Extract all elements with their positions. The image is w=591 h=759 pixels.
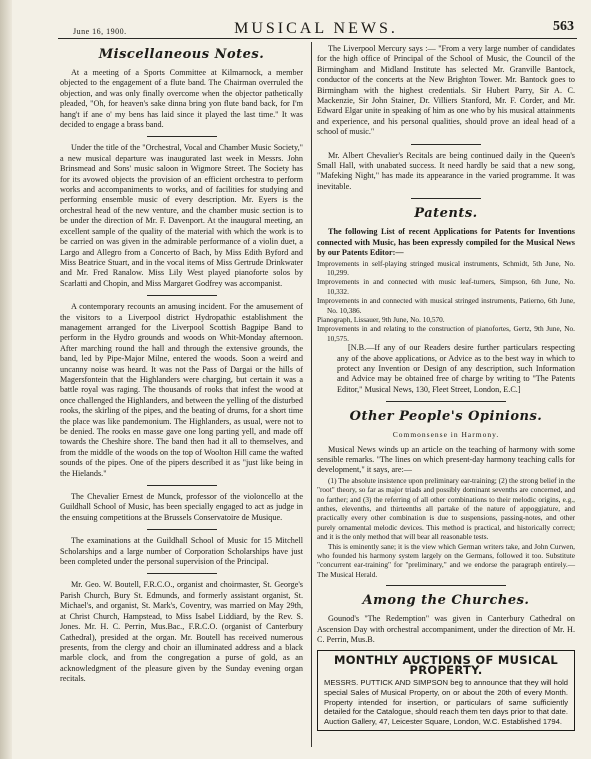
patent-item: Improvements in and connected with music leaf-turners, Simpson, 6th June, No. 10,332. [317,277,575,296]
patent-item: Improvements in self-playing stringed musical instruments, Schmidt, 5th June, No. 10,299. [317,258,575,277]
article-redemption: Gounod's "The Redemption" was given in Canterbury Cathedral on Ascension Day with orchestral accompaniment, under the direction of Mr. H. C. Perrin, Mus.B. [317,614,575,645]
divider [147,485,217,486]
divider [147,573,217,574]
article-kilmarnock: At a meeting of a Sports Committee at Kilmarnock, a member objected to the engagement of a flute band. The Chairman overruled the objection, and was only finally overcome when the objector pathetically pleaded, "Oh, for heaven's sake dinna bring yon flute band back, for I'm hang't if ane o' my bens has laid since it played the last time." It was decided to engage a brass band. [60,68,303,130]
divider [411,144,481,145]
article-boutell-wedding: Mr. Geo. W. Boutell, F.R.C.O., organist and choirmaster, St. George's Parish Church, Bury St. Edmunds, and formerly assistant organist, St. Michael's, and organist, St. Mark's, Coventry, was married on May 29th, at Christ Church, Hampstead, to Miss Isabel Liddiard, by the Rev. S. Jones. Mr. H. C. Perrin, Mus.Bac., F.R.C.O. (organist of Canterbury Cathedral), presided at the organ. Mr. Boutell has received numerous presents, from the clergy and choir an illuminated address and a black marble clock, and from the congregation a purse of gold, as an acknowledgment of the pleasure given by the Sunday evening organ recitals. [60,580,303,684]
divider [386,585,506,586]
ad-body: MESSRS. PUTTICK AND SIMPSON beg to announce that they will hold special Sales of Musical Property, on or about the 20th of every Month. Property intended for insertion, or particulars of same sufficiently detailed for the Catalogue, should reach them ten days prior to that date. Auction Gallery, 47, Leicester Square, London, W.C. Established 1794. [324,678,568,726]
journal-title: MUSICAL NEWS. [234,20,398,37]
right-column [317,44,575,731]
divider [147,136,217,137]
divider [147,295,217,296]
opinions-points: (1) The absolute insistence upon preliminary ear-training; (2) the strong belief in the "root" theory, so far as major triads and possibly dominant sevenths are concerned, and no farther; and (3) the referring of all other combinations to their melodic origins, e.g., anthes, elevenths, and thirteenths all partake of the nature of appoggiature, and practically every other combination is due to suspensions, passing-notes, and other purely ornamental melodic devices. This method is practical, and historically correct; and it is the only method that will bear all reasonable tests. [317,475,575,542]
section-heading-miscellaneous: Miscellaneous Notes. [98,47,265,62]
section-heading-churches: Among the Churches. [362,593,530,609]
opinions-intro: Musical News winds up an article on the teaching of harmony with some sensible remarks. "The lines on which present-day harmony teaching calls for development," it says, are:— [317,444,575,475]
divider [386,401,506,402]
divider [147,529,217,530]
patents-note: [N.B.—If any of our Readers desire further particulars respecting any of the above applications, or Advice as to the best way in which to protect any Invention or Design of any description, such Information and Advice may be obtained free of charge by writing to "The Patents Editor," Musical News, 130, Fleet Street, London, E.C.] [337,343,575,394]
article-guildhall-exams: The examinations at the Guildhall School of Music for 15 Mitchell Scholarships and a large number of Corporation Scholarships have just been completed under the personal supervision of the Principal. [60,536,303,567]
article-de-munck: The Chevalier Ernest de Munck, professor of the violoncello at the Guildhall School of Music, has been specially engaged to act as judge in the ensuing competitions at the Brussels Conservatoire de Musique. [60,492,303,522]
opinions-close: This is eminently sane; it is the view which German writers take, and John Curwen, who founded his harmony system largely on the Germans, followed it too. Substitute "concurrent ear-training" for "preliminary," and we endorse the paragraph entirely.—The Musical Herald. [317,541,575,579]
section-heading-patents: Patents. [414,206,478,222]
article-orchestral-society: Under the title of the "Orchestral, Vocal and Chamber Music Society," a new musical departure was inaugurated last week in Messrs. John Brinsmead and Sons' music saloon in Wigmore Street. The Society has for its avowed objects the provision of an efficient orchestra to perform works and accompaniments to works, and of facilities for studying and performing ensemble music of every description. Mr. Eyers is the orchestral head of the new venture, and the chamber music section is to be under the direction of Mr. F. Davenport. At the inaugural meeting, an excellent sample of the quality of the material with which the work is to be carried on was given in the admirable performance of a violin duet, a Largo and Allegro from a Concerto of Bach, by Miss Edith Byford and Miss Beatrice Stuart, and in the vocal items of Miss Gertrude Drinkwater and Mr. Fred Ranalow. Miss Lily West played pianoforte solos by Scarlatti and Chopin, and Miss Margaret Godfrey was accompanist. [60,143,303,288]
section-heading-opinions: Other People's Opinions. [349,409,543,425]
left-column [60,44,303,685]
article-bagpipe-band: A contemporary recounts an amusing incident. For the amusement of the visitors to a Liverpool district Hydropathic establishment the management arranged for the Liverpool Scottish Bagpipe Band to perform in the Hydro grounds and woods on Whit-Monday afternoon. After marching round the hall and through the extensive grounds, the band, led by Pipe-Major Milne, entered the woods. Soon a weird and uncanny noise was heard. It was not the Pass of Dargai or the hills of Magersfontein that the Highlanders were charging, but certain it was a battle royal was raging. The thousands of rooks that infest the wood at once challenged the Highlanders, and between the yelling of the disturbed rooks, the skirling of the pipes, and the beating of drums, for a short time the place was like pandemonium. The Highlanders, as usual, were not to be denied. The rooks en masse gave one long parting yell, and made off towards the Cheshire shore. The band then had it all to themselves, and from the middle of the woods on the top of Woolton Hill came the wafted sounds of the pipes. One of the pipers described it as "just like being in the Hielands." [60,302,303,478]
advertisement-auctions [317,650,575,732]
opinions-subheading: Commonsense in Harmony. [392,430,500,440]
patent-item: Improvements in and relating to the construction of pianofortes, Gertz, 9th June, No. 10,575. [317,324,575,343]
column-rule [311,42,312,747]
binding-shadow [0,0,12,759]
divider [411,198,481,199]
patents-intro: The following List of recent Applications for Patents for Inventions connected with Music, has been expressly compiled for the Musical News by our Patents Editor:— [317,227,575,258]
running-header [55,8,577,38]
issue-date: June 16, 1900. [73,27,127,36]
patents-list [317,259,575,344]
article-chevalier-recitals: Mr. Albert Chevalier's Recitals are being continued daily in the Queen's Small Hall, with unabated success. It need hardly be said that a new song, "Mafeking Night," has made its appearance in the varied programme. It was inevitable. [317,150,575,191]
ad-heading: MONTHLY AUCTIONS OF MUSICAL PROPERTY. [333,652,559,677]
patent-item: Improvements in and connected with musical stringed instruments, Patierno, 6th June, No. 10,386. [317,296,575,315]
header-rule [58,38,577,39]
patent-item: Pianograph, Lissauer, 9th June, No. 10,570. [317,314,445,324]
article-liverpool-mercury: The Liverpool Mercury says :— "From a very large number of candidates for the high office of Principal of the School of Music, the Council of the Birmingham and Midland Institute has selected Mr. Granville Bantock, conductor of the concerts at the New Brighton Tower. Mr. Bantock goes to Birmingham with the highest credentials. Sir Hubert Parry, Sir A. C. Mackenzie, Sir John Stainer, Dr. Villiers Stanford, Mr. F. Corder, and Mr. Edward Elgar unite in speaking of him as one who by his musical attainments and experience, and his personal qualities, should prove an ideal head of a school of music." [317,44,575,137]
page-number: 563 [553,19,574,34]
